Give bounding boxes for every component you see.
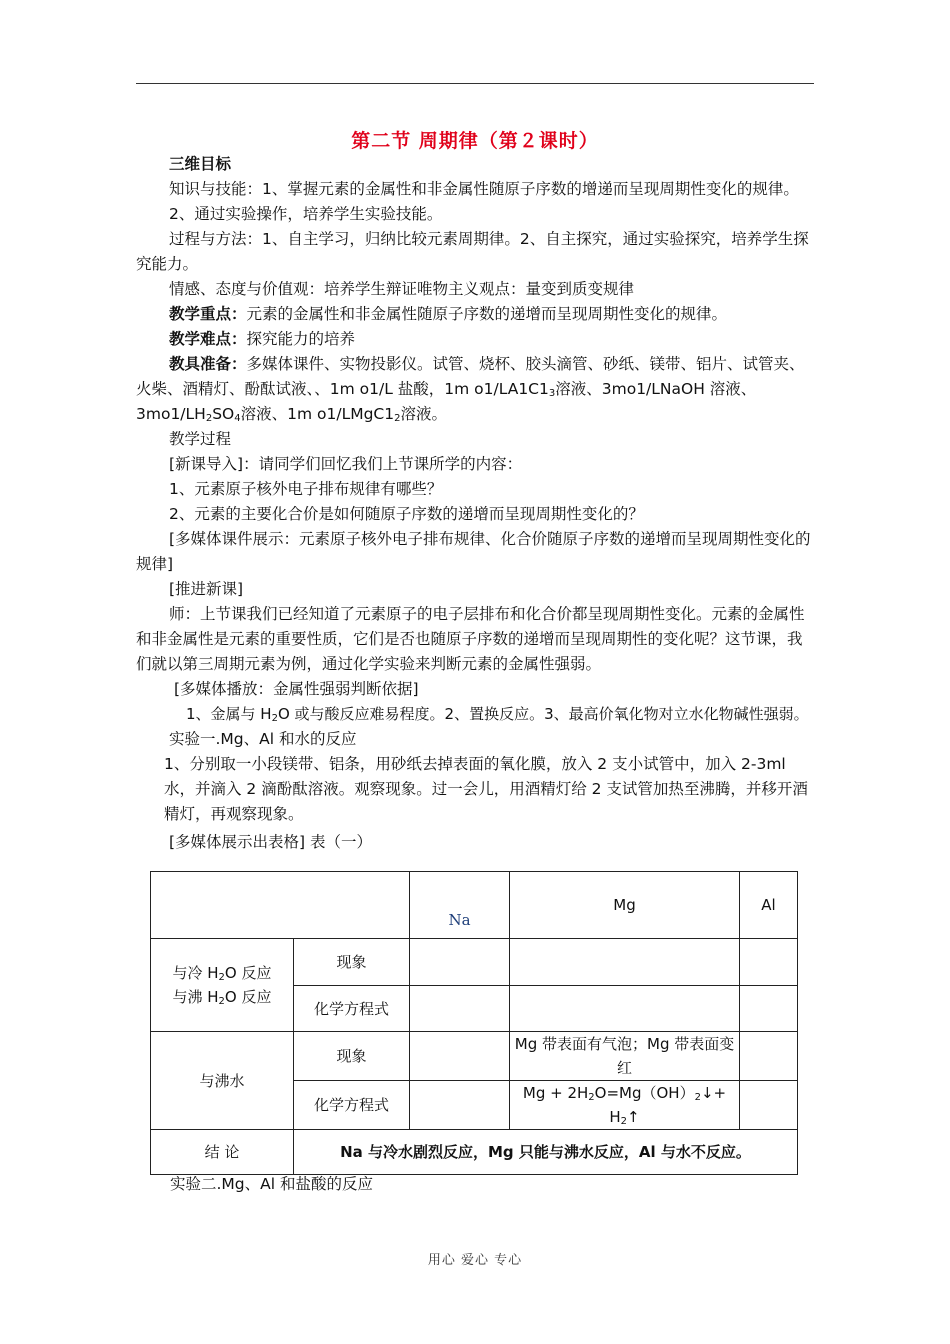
materials-text: 多媒体课件、实物投影仪。试管、烧杯、胶头滴管、砂纸、镁带、铝片、试管夹、火柴、酒精灯、酚酞试液、、1m o1/L 盐酸，1m o1/LA1C1 bbox=[136, 355, 805, 398]
equation-text: ↑ bbox=[627, 1108, 640, 1126]
materials-text: SO bbox=[212, 405, 235, 423]
row-label-cold-water bbox=[151, 939, 294, 1032]
equation-label: 化学方程式 bbox=[294, 986, 410, 1032]
basis-text: 1、金属与 H bbox=[186, 705, 272, 723]
question-1: 1、元素原子核外电子排布规律有哪些？ bbox=[169, 480, 443, 498]
phenomenon-label: 现象 bbox=[294, 939, 410, 986]
table-corner-cell bbox=[151, 872, 410, 939]
difficulty-text: 探究能力的培养 bbox=[246, 330, 356, 348]
materials bbox=[136, 352, 816, 427]
table-cell bbox=[410, 1032, 510, 1081]
conclusion-label: 结 论 bbox=[151, 1130, 294, 1175]
difficulty bbox=[136, 327, 816, 352]
phenomenon-label: 现象 bbox=[294, 1032, 410, 1081]
materials-label: 教具准备： bbox=[169, 355, 247, 373]
subscript: 2 bbox=[394, 413, 401, 424]
equation-text: Mg + 2H bbox=[522, 1084, 589, 1102]
objectives-heading: 三维目标 bbox=[169, 155, 232, 173]
table-cell bbox=[510, 939, 740, 986]
question-2: 2、元素的主要化合价是如何随原子序数的递增而呈现周期性变化的？ bbox=[169, 505, 644, 523]
subscript: 4 bbox=[234, 413, 241, 424]
table-row bbox=[151, 1130, 798, 1175]
emotion: 情感、态度与价值观：培养学生辩证唯物主义观点：量变到质变规律 bbox=[169, 280, 635, 298]
table-caption: [多媒体展示出表格] 表（一） bbox=[169, 833, 373, 851]
table-header-row bbox=[151, 872, 798, 939]
table-cell bbox=[510, 986, 740, 1032]
key-point-label: 教学重点： bbox=[169, 305, 247, 323]
difficulty-label: 教学难点： bbox=[169, 330, 247, 348]
column-na: Na bbox=[410, 872, 510, 939]
skill-2: 2、通过实验操作，培养学生实验技能。 bbox=[169, 205, 443, 223]
teacher-text: 师：上节课我们已经知道了元素原子的电子层排布和化合价都呈现周期性变化。元素的金属性和非金属性是元素的重要性质，它们是否也随原子序数的递增而呈现周期性的变化呢？这节课，我们就以第三周期元素为例，通过化学实验来判断元素的金属性强弱。 bbox=[136, 605, 805, 673]
basis-text: O 或与酸反应难易程度。2、置换反应。3、最高价氧化物对立水化物碱性强弱。 bbox=[277, 705, 809, 723]
subscript: 2 bbox=[694, 1092, 701, 1103]
subscript: 2 bbox=[218, 996, 225, 1007]
column-mg: Mg bbox=[510, 872, 740, 939]
advance-label: [推进新课] bbox=[169, 580, 244, 598]
equation-text: O=Mg（OH） bbox=[594, 1084, 695, 1102]
row-label-text: 与冷 H bbox=[172, 964, 219, 982]
subscript: 2 bbox=[588, 1092, 595, 1103]
mg-equation-cell bbox=[510, 1081, 740, 1130]
mg-phenomenon-cell: Mg 带表面有气泡；Mg 带表面变红 bbox=[510, 1032, 740, 1081]
intro: [新课导入]：请同学们回忆我们上节课所学的内容： bbox=[169, 455, 523, 473]
table-cell bbox=[410, 986, 510, 1032]
equation-label: 化学方程式 bbox=[294, 1081, 410, 1130]
knowledge-skill: 知识与技能：1、掌握元素的金属性和非金属性随原子序数的增递而呈现周期性变化的规律。 bbox=[169, 180, 799, 198]
document-body bbox=[136, 152, 816, 855]
materials-text: 溶液。 bbox=[400, 405, 448, 423]
key-point bbox=[136, 302, 816, 327]
materials-text: 溶液、1m o1/LMgC1 bbox=[240, 405, 395, 423]
subscript: 2 bbox=[205, 413, 213, 424]
reaction-table bbox=[150, 871, 798, 1175]
conclusion-text: Na 与冷水剧烈反应，Mg 只能与沸水反应，Al 与水不反应。 bbox=[294, 1130, 798, 1175]
subscript: 2 bbox=[271, 713, 278, 724]
row-label-boiling-water: 与沸水 bbox=[151, 1032, 294, 1130]
row-label-text: 与沸 H bbox=[172, 988, 219, 1006]
subscript: 3 bbox=[548, 388, 556, 399]
equation-text: ↓+ H bbox=[609, 1084, 727, 1126]
table-row bbox=[151, 1032, 798, 1081]
top-rule bbox=[136, 83, 814, 84]
column-al: Al bbox=[740, 872, 798, 939]
table-cell bbox=[410, 939, 510, 986]
table-cell bbox=[740, 939, 798, 986]
table-cell bbox=[740, 1081, 798, 1130]
row-label-text: O 反应 bbox=[224, 964, 272, 982]
process-heading: 教学过程 bbox=[169, 430, 232, 448]
exp1-title: 实验一.Mg、Al 和水的反应 bbox=[169, 730, 357, 748]
table-cell bbox=[740, 986, 798, 1032]
process-method: 过程与方法：1、自主学习，归纳比较元素周期律。2、自主探究，通过实验探究，培养学生探究能力。 bbox=[136, 230, 809, 273]
exp1-steps: 1、分别取一小段镁带、铝条，用砂纸去掉表面的氧化膜，放入 2 支小试管中，加入 2-3ml 水，并滴入 2 滴酚酞溶液。观察现象。过一会儿，用酒精灯给 2 支试管加热至沸腾，并移开酒精灯，再观察现象。 bbox=[164, 755, 808, 823]
media-note-1: [多媒体课件展示：元素原子核外电子排布规律、化合价随原子序数的递增而呈现周期性变化的规律] bbox=[136, 530, 811, 573]
materials-text: 溶液、3mo1/LNaOH 溶液、3mo1/LH bbox=[136, 380, 757, 423]
page-footer: 用心 爱心 专心 bbox=[427, 1253, 523, 1268]
table-row bbox=[151, 939, 798, 986]
exp2-title: 实验二.Mg、Al 和盐酸的反应 bbox=[170, 1175, 373, 1193]
media-note-2: [多媒体播放：金属性强弱判断依据] bbox=[174, 680, 419, 698]
row-label-text: O 反应 bbox=[224, 988, 272, 1006]
subscript: 2 bbox=[620, 1116, 628, 1127]
page-title: 第二节 周期律（第２课时） bbox=[351, 130, 599, 152]
table-cell bbox=[740, 1032, 798, 1081]
key-point-text: 元素的金属性和非金属性随原子序数的递增而呈现周期性变化的规律。 bbox=[246, 305, 728, 323]
table-cell bbox=[410, 1081, 510, 1130]
basis bbox=[136, 702, 816, 727]
subscript: 2 bbox=[218, 972, 225, 983]
